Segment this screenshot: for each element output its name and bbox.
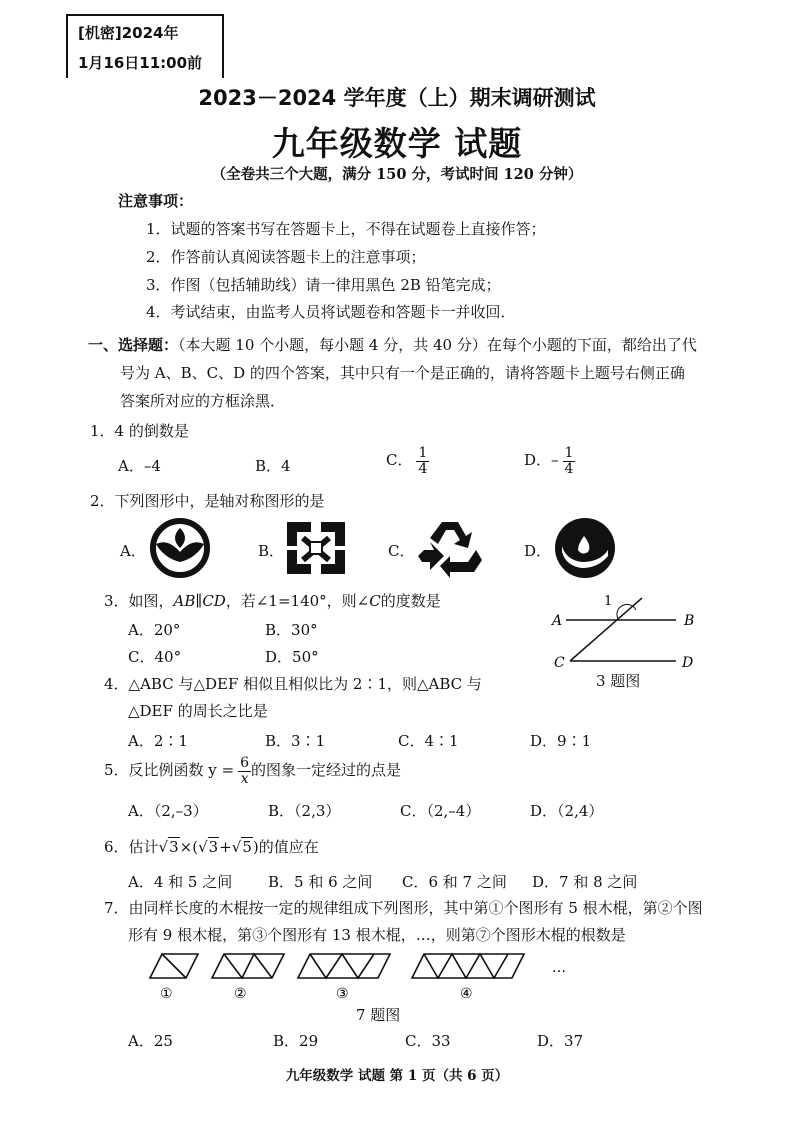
q1-c-numerator: 1 <box>418 445 428 461</box>
q7-label-3: ③ <box>336 986 349 1002</box>
q3-stem <box>104 590 441 611</box>
q6-sqrt-3: 3 <box>169 838 179 856</box>
q3-figure-caption: 3 题图 <box>596 672 641 690</box>
stamp-line-2: 1月16日11:00前 <box>78 54 203 72</box>
q3-angle-label: 1 <box>604 594 613 609</box>
q7-line-1: 7．由同样长度的木棍按一定的规律组成下列图形，其中第①个图形有 5 根木棍，第②个图 <box>104 899 703 917</box>
q7-option-d: D．37 <box>537 1032 584 1050</box>
q3-stem-post: ，若∠1=140°，则∠ <box>225 592 370 610</box>
q1-option-d-fraction <box>563 446 576 476</box>
q1-option-a: A．–4 <box>118 457 161 475</box>
q2-option-d: D． <box>524 542 552 560</box>
section-1-line-1 <box>88 334 697 355</box>
q3-stem-end: 的度数是 <box>380 592 441 610</box>
stamp-line-1: [机密]2024年 <box>78 24 179 42</box>
q7-label-1: ① <box>160 986 173 1002</box>
q5-option-c: C．（2,–4） <box>400 802 481 820</box>
q5-stem-post: 的图象一定经过的点是 <box>251 761 402 780</box>
q1-option-b: B．4 <box>255 457 291 475</box>
q5-option-d: D．（2,4） <box>530 802 604 820</box>
q2-symbol-b-icon <box>283 518 349 578</box>
q5-option-a: A．（2,–3） <box>128 802 208 820</box>
q1-option-c-fraction <box>416 446 429 476</box>
q7-figure-caption: 7 题图 <box>356 1006 401 1024</box>
q4-line-1: 4．△ABC 与△DEF 相似且相似比为 2∶1，则△ABC 与 <box>104 675 482 693</box>
q6-stem-pre: 6．估计 <box>104 838 159 856</box>
q6-sqrt-5: 5 <box>242 838 252 856</box>
q3-option-d: D．50° <box>265 648 319 666</box>
notice-item-4: 4．考试结束，由监考人员将试题卷和答题卡一并收回． <box>146 303 516 321</box>
q6-times: ×( <box>179 838 199 856</box>
q6-option-a: A．4 和 5 之间 <box>128 873 233 891</box>
q4-option-b: B．3∶1 <box>265 732 326 750</box>
q1-option-c <box>386 446 429 476</box>
q3-option-b: B．30° <box>265 621 318 639</box>
q5-fraction <box>238 756 251 786</box>
section-1-text-1: （本大题 10 个小题，每小题 4 分，共 40 分）在每个小题的下面，都给出了代 <box>178 336 697 354</box>
q7-option-c: C．33 <box>405 1032 451 1050</box>
q6-option-d: D．7 和 8 之间 <box>532 873 638 891</box>
q3-stem-pre: 3．如图， <box>104 592 174 610</box>
q1-option-c-label: C． <box>386 451 413 470</box>
section-1-label: 一、选择题： <box>88 336 179 354</box>
q6-option-b: B．5 和 6 之间 <box>268 873 373 891</box>
q3-label-c: C <box>554 655 565 671</box>
q7-label-4: ④ <box>460 986 473 1002</box>
section-1-text-2: 号为 A、B、C、D 的四个答案，其中只有一个是正确的，请将答题卡上题号右侧正确 <box>120 364 685 382</box>
q7-label-2: ② <box>234 986 247 1002</box>
notice-heading: 注意事项： <box>118 192 194 210</box>
q2-option-b: B． <box>258 542 285 560</box>
q4-option-a: A．2∶1 <box>128 732 188 750</box>
q5-denominator: x <box>240 770 249 787</box>
exam-title: 2023－2024 学年度（上）期末调研测试 <box>198 86 596 110</box>
q2-symbol-a-icon <box>148 518 212 578</box>
confidential-stamp <box>66 14 224 78</box>
q3-label-d: D <box>682 655 694 671</box>
q4-option-c: C．4∶1 <box>398 732 459 750</box>
q4-option-d: D．9∶1 <box>530 732 592 750</box>
q2-stem: 2．下列图形中，是轴对称图形的是 <box>90 492 325 510</box>
q3-label-b: B <box>684 613 695 629</box>
q7-pattern-2 <box>212 954 284 978</box>
q5-stem <box>104 756 401 786</box>
notice-item-1: 1．试题的答案书写在答题卡上，不得在试题卷上直接作答； <box>146 220 546 238</box>
q6-sqrt-3b: 3 <box>208 838 219 856</box>
q2-option-c: C． <box>388 542 415 560</box>
q2-symbol-d-icon <box>552 516 618 580</box>
q1-c-denominator: 4 <box>418 460 428 477</box>
q1-option-d <box>524 446 575 476</box>
q1-option-d-label: D． <box>524 451 552 470</box>
q1-d-sign: – <box>551 451 559 470</box>
q6-stem: 6．估计√3×(√3+√5)的值应在 <box>104 838 319 856</box>
q7-line-2: 形有 9 根木棍，第③个图形有 13 根木棍，…，则第⑦个图形木棍的根数是 <box>128 926 626 944</box>
q1-stem: 1．4 的倒数是 <box>90 422 189 440</box>
q7-pattern-4 <box>412 954 524 978</box>
q1-d-numerator: 1 <box>564 445 574 461</box>
q6-option-c: C．6 和 7 之间 <box>402 873 507 891</box>
notice-item-3: 3．作图（包括辅助线）请一律用黑色 2B 铅笔完成； <box>146 276 501 294</box>
notice-item-2: 2．作答前认真阅读答题卡上的注意事项； <box>146 248 426 266</box>
q3-stem-var: C <box>369 592 381 610</box>
exam-subtitle: 九年级数学 试题 <box>271 124 523 163</box>
q5-stem-pre: 5．反比例函数 y = <box>104 761 235 780</box>
q7-option-a: A．25 <box>128 1032 173 1050</box>
q6-stem-post: )的值应在 <box>252 838 319 856</box>
page-footer: 九年级数学 试题 第 1 页（共 6 页） <box>285 1068 509 1084</box>
exam-info: （全卷共三个大题，满分 150 分，考试时间 120 分钟） <box>211 166 583 183</box>
q2-recycle-icon <box>416 516 484 578</box>
q7-ellipsis: … <box>552 960 566 976</box>
q2-option-a: A． <box>120 542 146 560</box>
q7-figure <box>148 950 588 1002</box>
q5-option-b: B．（2,3） <box>268 802 341 820</box>
section-1-text-3: 答案所对应的方框涂黑． <box>120 392 286 410</box>
q3-option-a: A．20° <box>128 621 181 639</box>
q7-pattern-3 <box>298 954 390 978</box>
q1-d-denominator: 4 <box>564 460 574 477</box>
q4-line-2: △DEF 的周长之比是 <box>128 702 268 720</box>
q3-label-a: A <box>552 613 563 629</box>
q3-option-c: C．40° <box>128 648 182 666</box>
q7-option-b: B．29 <box>273 1032 319 1050</box>
q7-pattern-1 <box>150 954 198 978</box>
q5-numerator: 6 <box>240 755 250 771</box>
q3-stem-relation: AB∥CD <box>173 592 226 610</box>
q6-plus: + <box>219 838 232 856</box>
